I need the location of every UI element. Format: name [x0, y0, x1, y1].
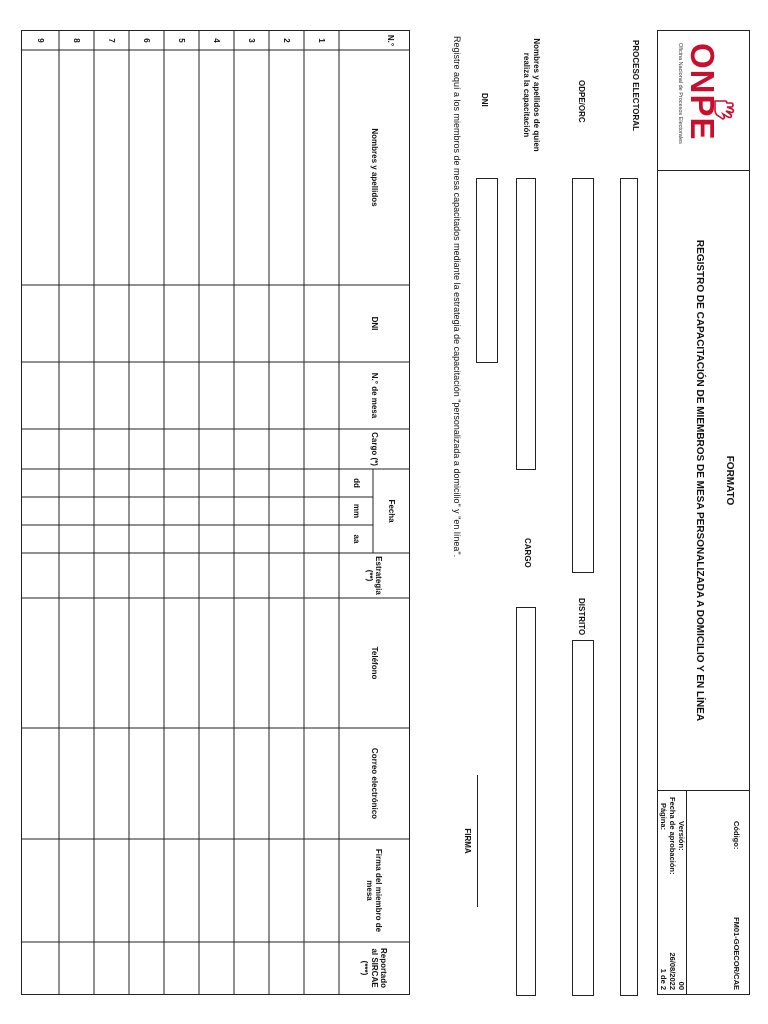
th-telefono: Teléfono: [369, 646, 379, 680]
row-number: 4: [212, 38, 221, 43]
meta-value: 26/08/2022: [668, 952, 677, 990]
proceso-electoral-input[interactable]: [620, 178, 638, 996]
logo-subtitle: Oficina Nacional de Procesos Electorales: [677, 43, 683, 144]
th-sircae: Reportado al SIRCAE (***): [360, 948, 388, 988]
signature-line: [477, 775, 478, 907]
registration-table: [21, 30, 410, 995]
title-cell: [658, 171, 749, 791]
row-number: 2: [282, 38, 291, 43]
th-mm: mm: [351, 503, 361, 519]
format-label: FORMATO: [724, 455, 735, 506]
row-number: 9: [36, 38, 45, 43]
meta-value: 1 de 2: [659, 968, 668, 990]
logo-cell: [658, 31, 749, 171]
meta-cell: [658, 791, 749, 994]
odpe-orc-input[interactable]: [572, 178, 594, 573]
dni-input[interactable]: [476, 178, 498, 363]
meta-key: Versión:: [677, 821, 686, 851]
cargo-input[interactable]: [516, 607, 536, 996]
th-estrategia: Estrategia (**): [365, 556, 384, 595]
th-nombres: Nombres y apellidos: [369, 128, 379, 207]
row-number: 5: [177, 38, 186, 43]
th-fecha: Fecha: [386, 499, 396, 523]
th-dni: DNI: [369, 316, 379, 331]
capacitador-input[interactable]: [516, 178, 536, 470]
capacitador-label: Nombres y apellidos de quien realiza la capacitación: [522, 38, 541, 152]
row-number: 3: [247, 38, 256, 43]
dni-label: DNI: [480, 93, 489, 107]
meta-row-page: [657, 791, 668, 994]
form-header: [657, 30, 750, 995]
logo-text: ONPE: [684, 43, 721, 141]
row-number: 1: [317, 38, 326, 43]
th-correo: Correo electrónico: [369, 747, 379, 820]
meta-key: Código:: [732, 821, 741, 850]
th-mesa: N.° de mesa: [369, 372, 379, 419]
row-number: 6: [142, 38, 151, 43]
firma-label: FIRMA: [463, 828, 472, 854]
proceso-electoral-label: PROCESO ELECTORAL: [631, 40, 640, 131]
row-number: 8: [72, 38, 81, 43]
instruction-text: Registre aquí a los miembros de mesa capacitados mediante la estrategia de capacitación "personalizada a domicilio" y "en línea".: [452, 36, 462, 558]
th-firma: Firma del miembro de mesa: [365, 848, 384, 933]
th-cargo: Cargo (*): [369, 432, 379, 466]
form-title: REGISTRO DE CAPACITACIÓN DE MIEMBROS DE MESA PERSONALIZADA A DOMICILIO Y EN LÍNEA: [694, 239, 705, 722]
meta-row-code: [730, 791, 741, 994]
cargo-label: CARGO: [523, 538, 532, 568]
th-aa: aa: [351, 534, 361, 544]
distrito-label: DISTRITO: [577, 598, 586, 636]
onpe-logo: [675, 43, 735, 161]
th-num: N.°: [385, 34, 395, 47]
distrito-input[interactable]: [572, 640, 594, 996]
meta-value: FM01-GOECOR/CAE: [732, 917, 741, 990]
meta-key: Fecha de aprobación:: [668, 797, 677, 875]
row-number: 7: [107, 38, 116, 43]
meta-key: Página:: [659, 803, 668, 831]
odpe-orc-label: ODPE/ORC: [577, 80, 586, 123]
meta-value: 00: [677, 981, 686, 990]
th-dd: dd: [351, 478, 361, 488]
